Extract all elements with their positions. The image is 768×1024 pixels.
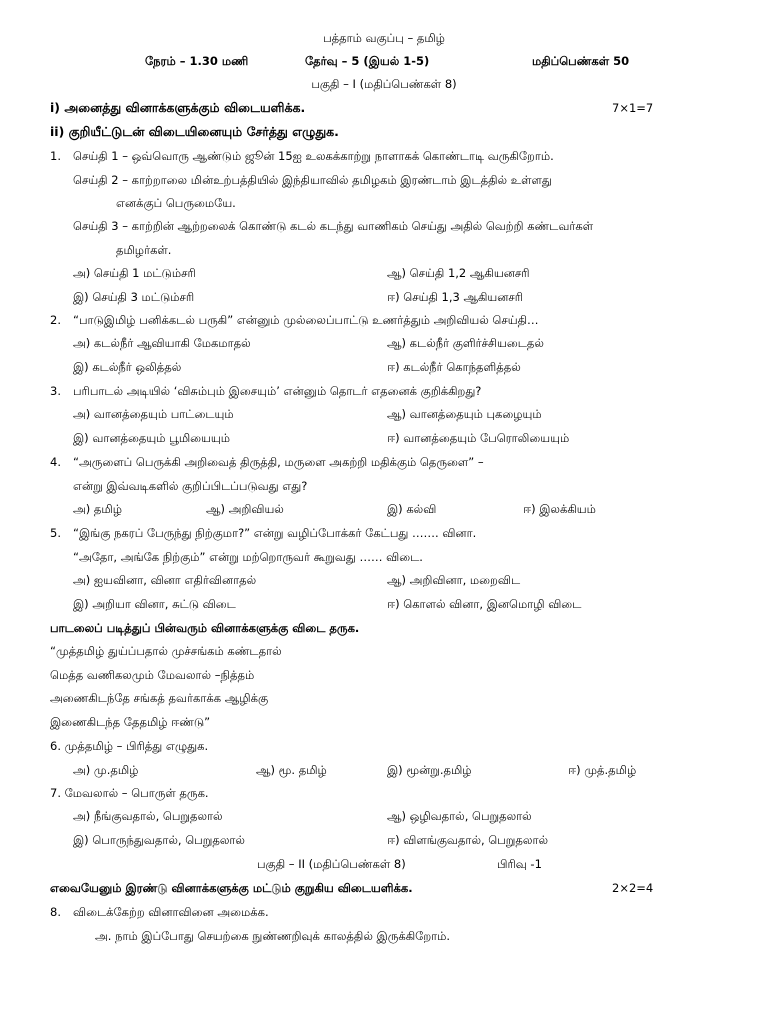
- q3-option-d: ஈ) வானத்தையும் பேரொலியையும்: [387, 431, 570, 445]
- q5-text-2: “அதோ, அங்கே நிற்கும்” என்று மற்றொருவர் கூறுவது …… விடை.: [73, 550, 423, 564]
- part1-instruction-2: ii) குறியீட்டுடன் விடையினையும் சேர்த்து எழுதுக.: [50, 124, 339, 139]
- q6-option-b: ஆ) மூ. தமிழ்: [256, 763, 327, 777]
- q7-option-a: அ) நீங்குவதால், பெறுதலால்: [73, 809, 223, 823]
- q4-option-d: ஈ) இலக்கியம்: [523, 502, 596, 516]
- exam-title: பத்தாம் வகுப்பு – தமிழ்: [323, 31, 445, 45]
- poem-line-2: மெத்த வணிகலமும் மேவலால் –நித்தம்: [50, 668, 255, 682]
- q4-option-a: அ) தமிழ்: [73, 502, 122, 516]
- poem-instruction: பாடலைப் படித்துப் பின்வரும் வினாக்களுக்கு விடை தருக.: [50, 621, 360, 635]
- q2-option-c: இ) கடல்நீர் ஒலித்தல்: [73, 360, 182, 374]
- q4-text-2: என்று இவ்வடிகளில் குறிப்பிடப்படுவது எது?: [73, 479, 308, 493]
- q6-option-c: இ) மூன்று.தமிழ்: [387, 763, 472, 777]
- part2-instruction: எவையேனும் இரண்டு வினாக்களுக்கு மட்டும் குறுகிய விடையளிக்க.: [50, 881, 413, 895]
- part2-section: பிரிவு -1: [497, 857, 542, 871]
- q3-text: பரிபாடல் அடியில் ‘விசும்பும் இசையும்’ என்னும் தொடர் எதனைக் குறிக்கிறது?: [73, 384, 482, 398]
- q3-number: 3.: [50, 384, 61, 398]
- q8-sub-a: அ. நாம் இப்போது செயற்கை நுண்ணறிவுக் காலத்தில் இருக்கிறோம்.: [95, 929, 451, 943]
- q6-text: 6. முத்தமிழ் – பிரித்து எழுதுக.: [50, 739, 209, 753]
- q7-option-c: இ) பொருந்துவதால், பெறுதலால்: [73, 833, 245, 847]
- q6-option-a: அ) மு.தமிழ்: [73, 763, 139, 777]
- q7-option-b: ஆ) ஒழிவதால், பெறுதலால்: [387, 809, 532, 823]
- part2-marks: 2×2=4: [612, 881, 654, 895]
- q1-number: 1.: [50, 149, 61, 163]
- q1-statement-2-cont: எனக்குப் பெருமையே.: [116, 196, 236, 210]
- q2-number: 2.: [50, 313, 61, 327]
- poem-line-1: “முத்தமிழ் துய்ப்பதால் முச்சங்கம் கண்டதால்: [50, 644, 282, 658]
- q1-statement-3: செய்தி 3 – காற்றின் ஆற்றலைக் கொண்டு கடல் கடந்து வாணிகம் செய்து அதில் வெற்றி கண்டவர்கள்: [73, 219, 594, 233]
- q5-option-c: இ) அறியா வினா, சுட்டு விடை: [73, 597, 236, 611]
- poem-line-3: அணைகிடந்தே சங்கத் தவர்காக்க ஆழிக்கு: [50, 691, 269, 705]
- q6-option-d: ஈ) முத்.தமிழ்: [568, 763, 637, 777]
- q4-option-b: ஆ) அறிவியல்: [206, 502, 284, 516]
- q7-option-d: ஈ) விளங்குவதால், பெறுதலால்: [387, 833, 549, 847]
- q4-text-1: “அருளைப் பெருக்கி அறிவைத் திருத்தி, மருளை அகற்றி மதிக்கும் தெருளை” –: [73, 455, 484, 469]
- q1-option-c: இ) செய்தி 3 மட்டும்சரி: [73, 290, 195, 304]
- part2-heading: பகுதி – II (மதிப்பெண்கள் 8): [257, 857, 406, 871]
- q5-text-1: “இங்கு நகரப் பேருந்து நிற்குமா?” என்று வழிப்போக்கர் கேட்பது ……. வினா.: [73, 526, 477, 540]
- q3-option-b: ஆ) வானத்தையும் புகழையும்: [387, 407, 542, 421]
- q8-number: 8.: [50, 905, 61, 919]
- q5-number: 5.: [50, 526, 61, 540]
- q1-option-a: அ) செய்தி 1 மட்டும்சரி: [73, 266, 196, 280]
- q5-option-b: ஆ) அறிவினா, மறைவிட: [387, 573, 521, 587]
- q3-option-a: அ) வானத்தையும் பாட்டையும்: [73, 407, 234, 421]
- q3-option-c: இ) வானத்தையும் பூமியையும்: [73, 431, 231, 445]
- exam-marks: மதிப்பெண்கள் 50: [532, 54, 630, 68]
- q8-text: விடைக்கேற்ற வினாவினை அமைக்க.: [73, 905, 269, 919]
- part1-instruction-1: i) அனைத்து வினாக்களுக்கும் விடையளிக்க.: [50, 100, 306, 115]
- poem-line-4: இணைகிடந்த தேதமிழ் ஈண்டு”: [50, 715, 211, 729]
- q2-option-a: அ) கடல்நீர் ஆவியாகி மேகமாதல்: [73, 336, 251, 350]
- q5-option-a: அ) ஐயவினா, வினா எதிர்வினாதல்: [73, 573, 257, 587]
- part1-marks: 7×1=7: [612, 101, 654, 115]
- q1-option-b: ஆ) செய்தி 1,2 ஆகியனசரி: [387, 266, 530, 280]
- q5-option-d: ஈ) கொளல் வினா, இனமொழி விடை: [387, 597, 582, 611]
- q1-statement-2: செய்தி 2 – காற்றாலை மின்உற்பத்தியில் இந்தியாவில் தமிழகம் இரண்டாம் இடத்தில் உள்ளது: [73, 173, 552, 187]
- q1-statement-1: செய்தி 1 – ஒவ்வொரு ஆண்டும் ஜூன் 15ஐ உலகக்காற்று நாளாகக் கொண்டாடி வருகிறோம்.: [73, 149, 554, 163]
- q4-number: 4.: [50, 455, 61, 469]
- exam-time: நேரம் – 1.30 மணி: [145, 54, 249, 68]
- q1-option-d: ஈ) செய்தி 1,3 ஆகியனசரி: [387, 290, 524, 304]
- q4-option-c: இ) கல்வி: [387, 502, 437, 516]
- q2-option-d: ஈ) கடல்நீர் கொந்தளித்தல்: [387, 360, 521, 374]
- q2-option-b: ஆ) கடல்நீர் குளிர்ச்சியடைதல்: [387, 336, 544, 350]
- part1-heading: பகுதி – I (மதிப்பெண்கள் 8): [311, 77, 457, 91]
- q2-text: “பாடுஇமிழ் பனிக்கடல் பருகி” என்னும் முல்லைப்பாட்டு உணர்த்தும் அறிவியல் செய்தி…: [73, 313, 539, 327]
- q1-statement-3-cont: தமிழர்கள்.: [116, 243, 172, 257]
- q7-text: 7. மேவலால் – பொருள் தருக.: [50, 786, 209, 800]
- exam-unit: தேர்வு – 5 (இயல் 1-5): [305, 54, 430, 68]
